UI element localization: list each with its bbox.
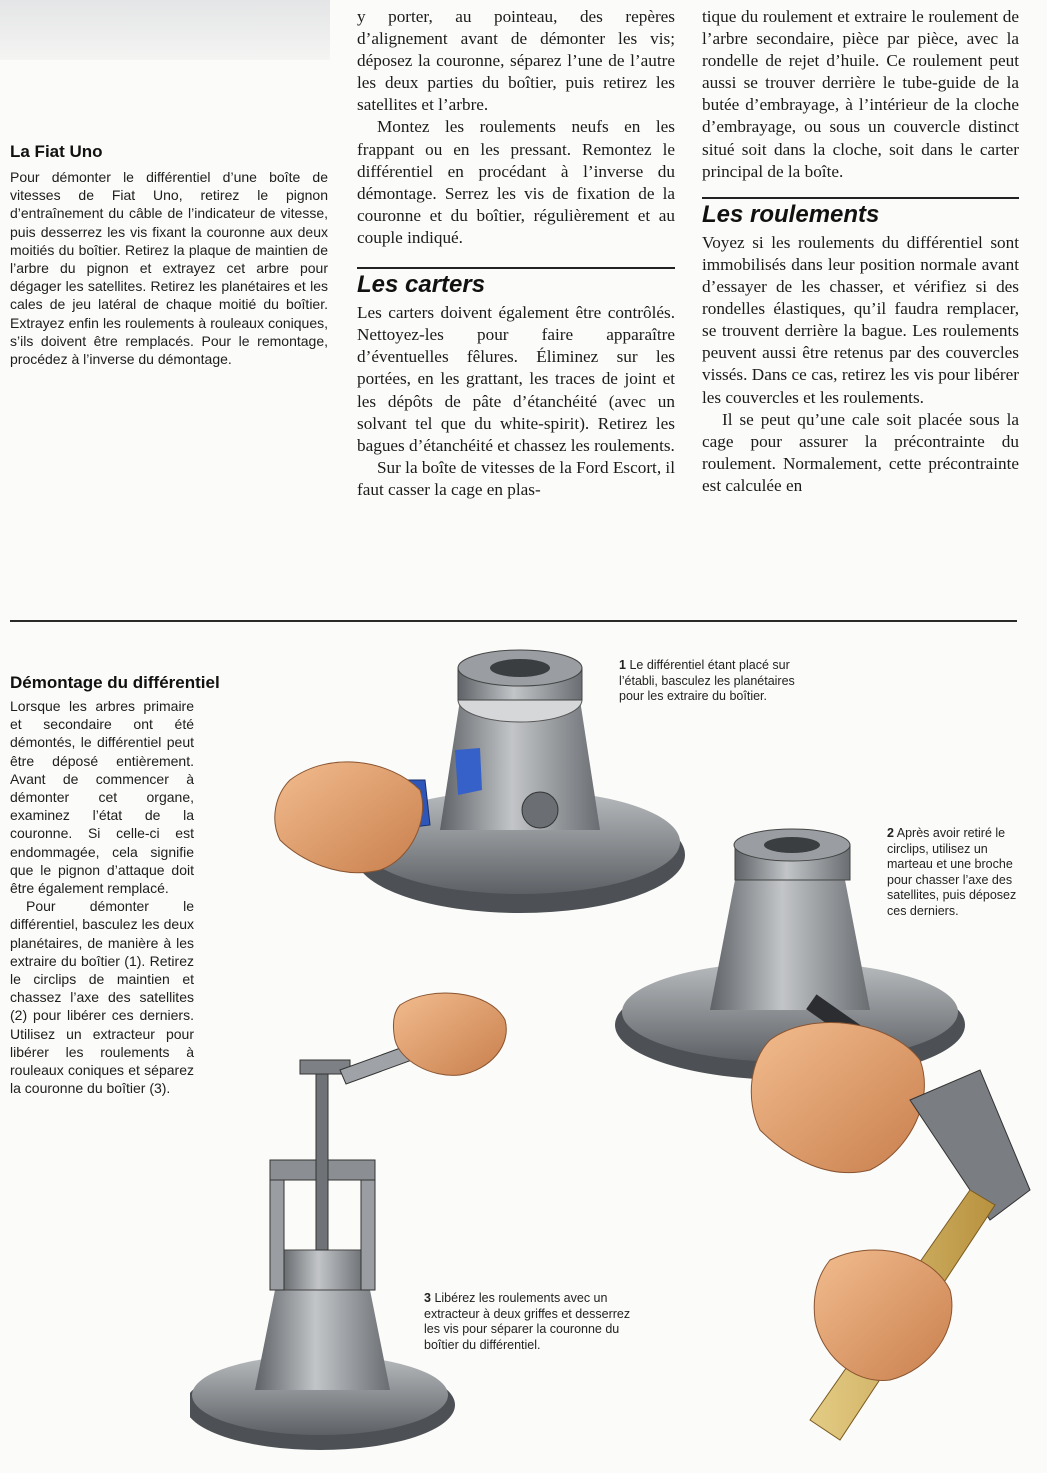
fig3-puller-jaw-left: [270, 1180, 284, 1290]
fig1-bearing-bore: [490, 659, 550, 677]
section-divider: [10, 620, 1017, 622]
caption-2-text: Après avoir retiré le circlips, utilisez un marteau et une broche pour chasser l’axe des satellites, puis déposez ces derniers.: [887, 826, 1017, 918]
fiat-uno-box: [10, 142, 328, 368]
figure-2-hammer: [615, 829, 1030, 1440]
faded-header-strip: [0, 0, 330, 60]
caption-1-text: Le différentiel étant placé sur l’établi, basculez les planétaires pour les extraire du boîtier.: [619, 658, 795, 703]
col3-paragraph-2: Voyez si les roulements du différentiel sont immobilisés dans leur position normale avant d’essayer de les chasser, et vérifiez si des rondelles élastiques, qu’il faudra remplacer, se trouvent derrière la bague. Les roulements peuvent aussi être retenus par des couvercles vissés. Dans ce cas, retirez les vis pour libérer les couvercles et les roulements.: [702, 232, 1019, 407]
fiat-body: Pour démonter le différentiel d’une boîte de vitesses de Fiat Uno, retirez le pignon d’entraînement du câble de l’indicateur de vitesse, puis desserrez les vis fixant la couronne aux deux moitiés du boîtier. Retirez la plaque de maintien de l’arbre du pignon et extrayez cet arbre pour dégager les satellites. Retirez les planétaires et les cales de jeu latéral de chaque moitié du boîtier. Extrayez enfin les roulements à rouleaux coniques, s’ils doivent être remplacés. Pour le remontage, procédez à l’inverse du démontage.: [10, 169, 328, 368]
section-title-roulements: Les roulements: [702, 197, 1019, 226]
figure-3-puller: [190, 993, 506, 1450]
fig3-puller-jaw-right: [361, 1180, 375, 1290]
demontage-heading: Démontage du différentiel: [10, 673, 220, 692]
col2-paragraph-3: Les carters doivent également être contrôlés. Nettoyez-les pour faire apparaître d’éventuelles fêlures. Éliminez sur les portées, en les grattant, les traces de joint et les dépôts de pâte d’étanchéité (avec un solvant tel que du white-spirit). Retirez les bagues d’étanchéité et chassez les roulements.: [357, 303, 675, 455]
col2-paragraph-1: y porter, au pointeau, des repères d’alignement avant de démonter les vis; déposez la couronne, séparez l’une de l’autre les deux parties du boîtier, puis retirez les satellites et l’arbre.: [357, 7, 675, 115]
col3-paragraph-1: tique du roulement et extraire le roulement de l’arbre secondaire, pièce par pièce, avec la rondelle de rejet d’huile. Ce roulement peut aussi se trouver derrière le tube-guide de la butée d’embrayage, à l’intérieur de la cloche d’embrayage, ou sous un couvercle distinct situé soit dans la cloche, soit dans le carter principal de la boîte.: [702, 7, 1019, 181]
fig3-casing: [255, 1290, 390, 1390]
demontage-box: [10, 673, 220, 1097]
fig1-hand: [275, 762, 423, 873]
col2-paragraph-4: Sur la boîte de vitesses de la Ford Escort, il faut casser la cage en plas-: [357, 457, 675, 499]
caption-3-text: Libérez les roulements avec un extracteur à deux griffes et desserrez les vis pour séparer la couronne du boîtier du différentiel.: [424, 1291, 631, 1352]
fig3-bearing: [280, 1250, 365, 1290]
column-3: [702, 6, 1019, 497]
demontage-paragraph-1: Lorsque les arbres primaire et secondaire ont été démontés, le différentiel peut être déposé entièrement. Avant de commencer à démonter cet organe, examinez l’état de la couronne. Si celle-ci est endommagée, cela signifie que le pignon d’attaque doit être également remplacé.: [10, 698, 194, 897]
fig2-left-hand: [751, 1023, 924, 1173]
col2-paragraph-2: Montez les roulements neufs en les frappant ou en les pressant. Remontez le différentiel en procédant à l’inverse du démontage. Serrez les vis de fixation de la couronne et du boîtier, régulièrement et au couple indiqué.: [357, 117, 675, 247]
caption-1: [619, 658, 819, 705]
fig2-bearing-bore: [764, 837, 820, 853]
caption-3: [424, 1291, 639, 1353]
fig3-screw: [316, 1070, 328, 1250]
fig2-right-hand: [814, 1250, 952, 1380]
fig1-blue-gear-inner: [455, 748, 482, 795]
caption-3-number: 3: [424, 1291, 431, 1305]
fig2-casing: [710, 880, 870, 1010]
column-2: [357, 6, 675, 501]
fig3-hand: [393, 993, 506, 1075]
section-title-carters: Les carters: [357, 267, 675, 296]
fiat-heading: La Fiat Uno: [10, 142, 103, 161]
caption-2: [887, 826, 1022, 919]
demontage-body: [10, 697, 194, 1097]
col3-paragraph-3: Il se peut qu’une cale soit placée sous la cage pour assurer la précontrainte du roulement. Normalement, cette précontrainte est calculée en: [702, 409, 1019, 495]
caption-2-number: 2: [887, 826, 894, 840]
fig1-shaft-hole: [522, 792, 558, 828]
demontage-paragraph-2: Pour démonter le différentiel, basculez les deux planétaires, de manière à les extraire du boîtier (1). Retirez le circlips de maintien et chassez l’axe des satellites (2) pour libérer ces derniers. Utilisez un extracteur pour libérer les roulements à rouleaux coniques et séparez la couronne du boîtier (3).: [10, 898, 194, 1097]
caption-1-number: 1: [619, 658, 626, 672]
